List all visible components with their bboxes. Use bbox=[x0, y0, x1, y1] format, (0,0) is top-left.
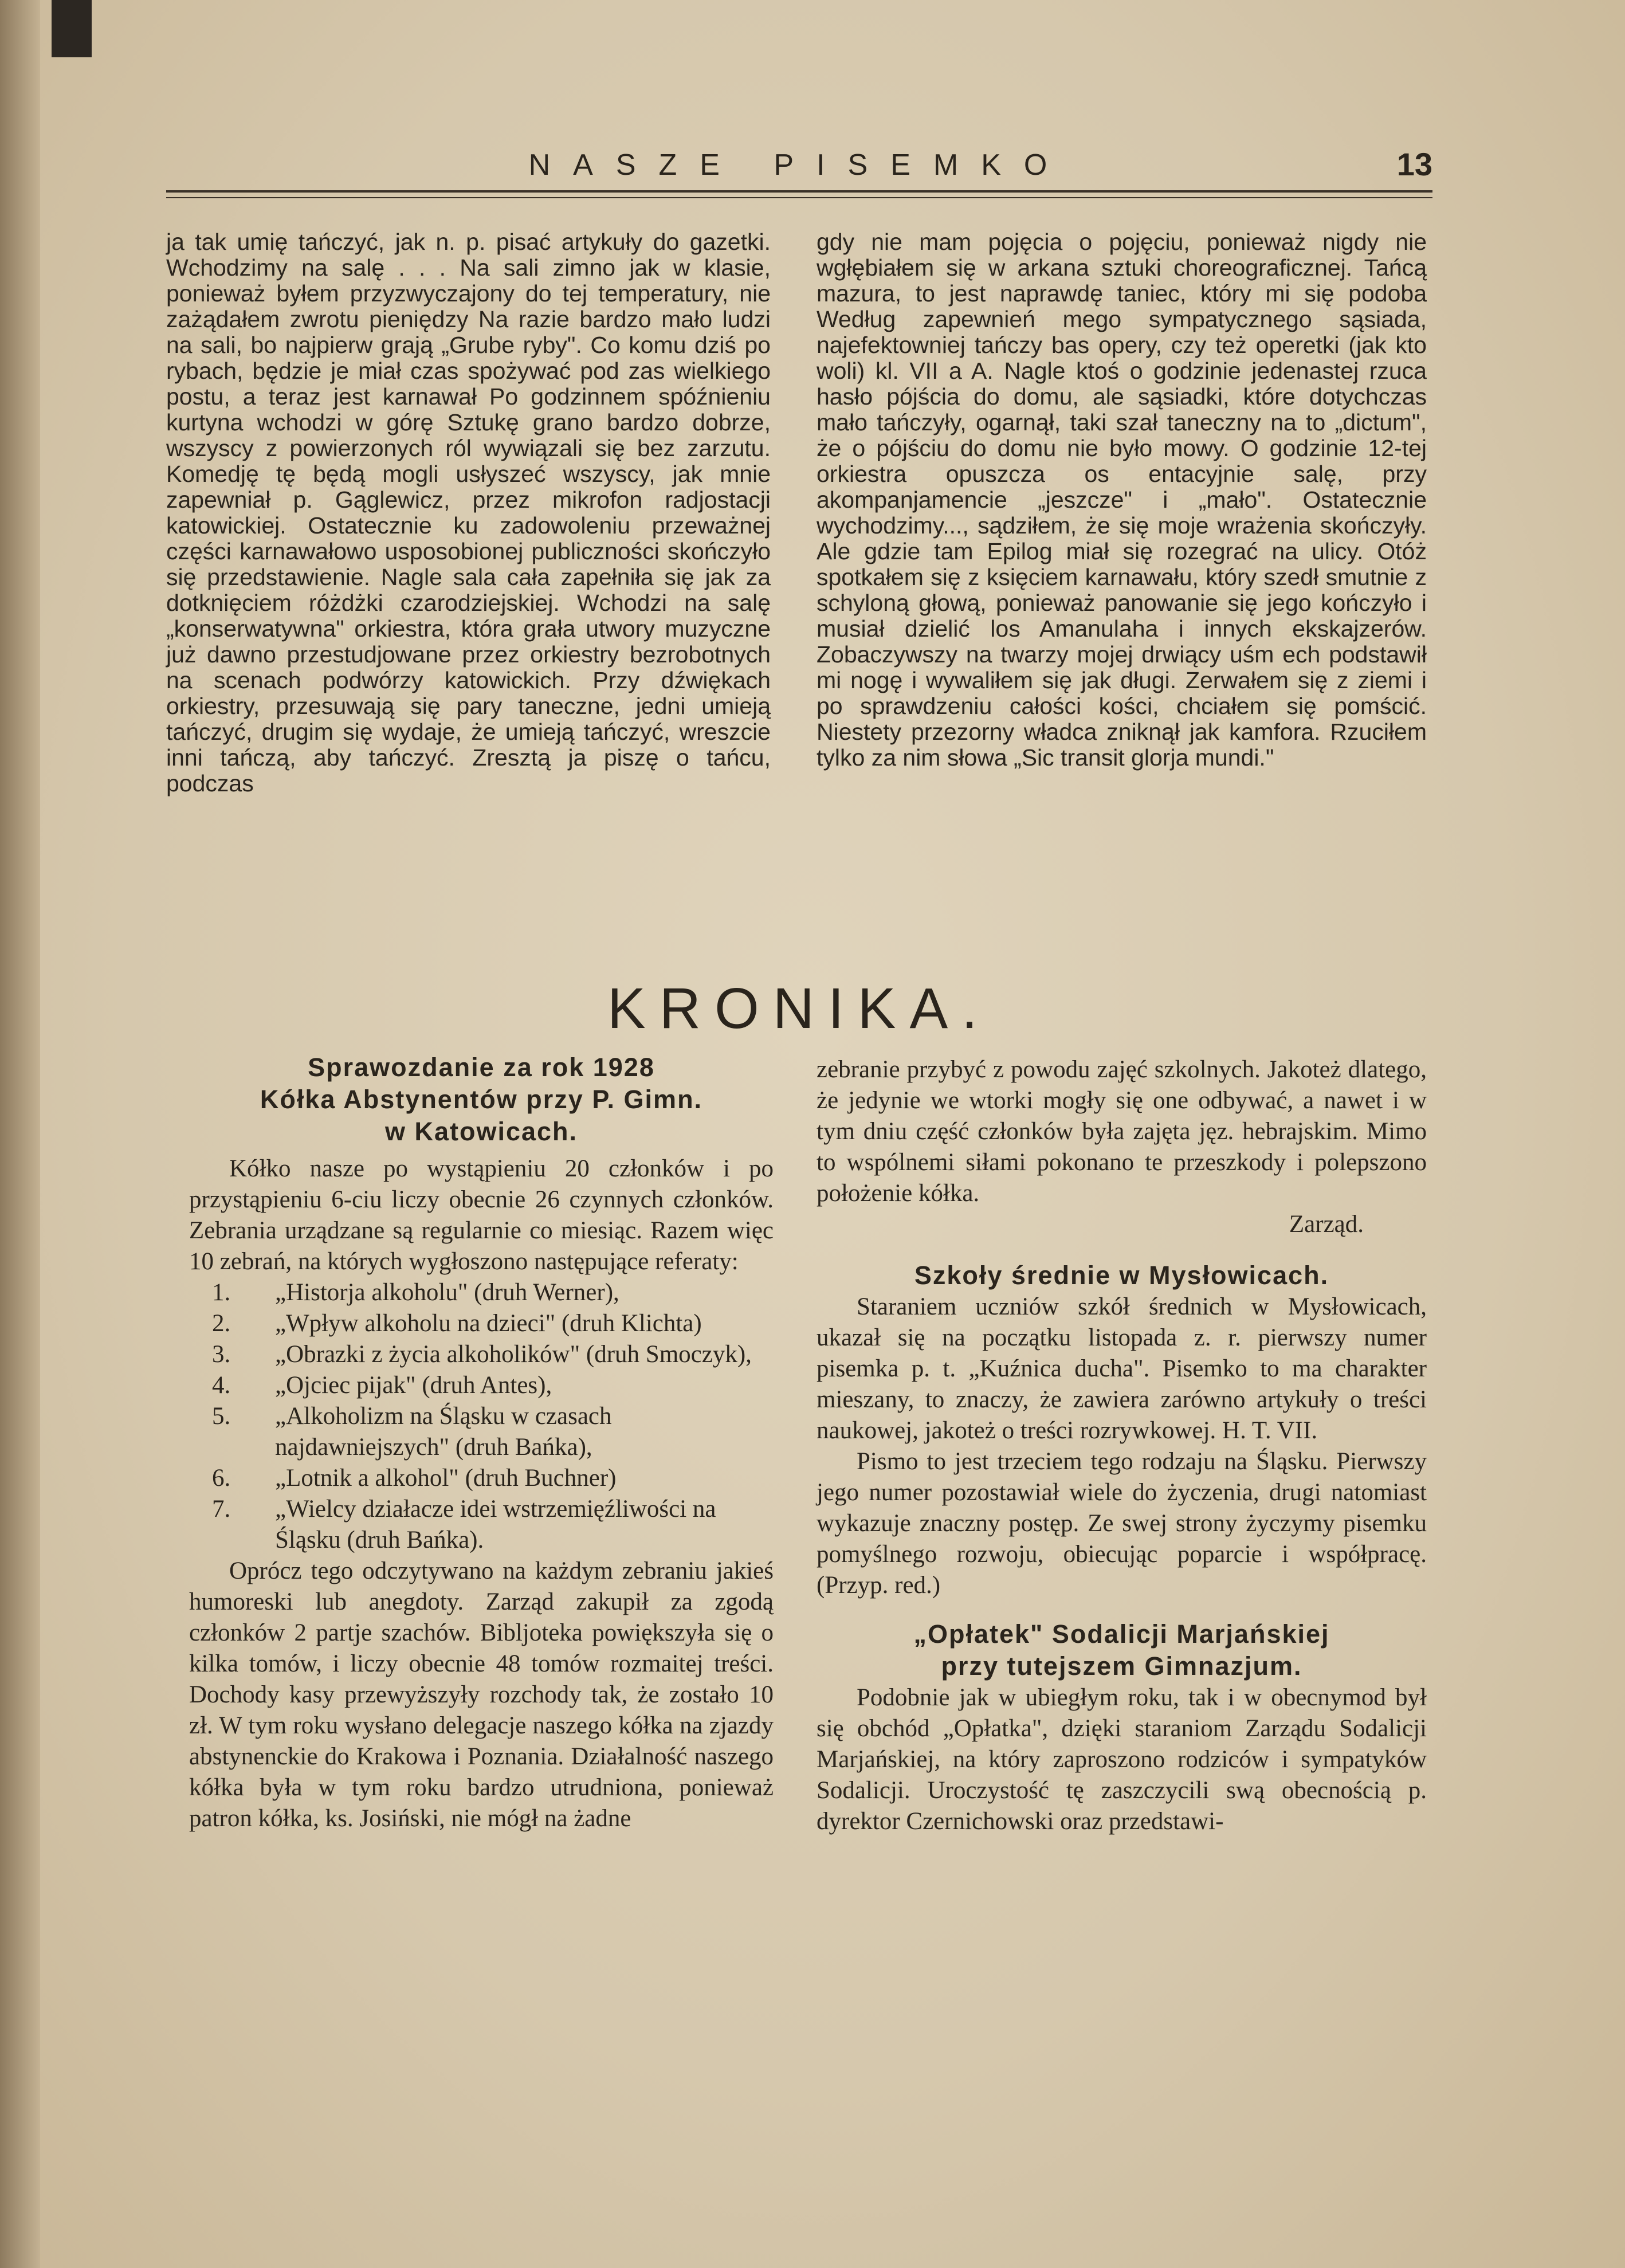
schools-paragraph: Staraniem uczniów szkół średnich w Mysłowicach, ukazał się na początku listopada z. r. pierwszy numer pisemka p. t. „Kuźnica ducha". Pisemko to ma charakter mieszany, to znaczy, że zawiera zarówno artykuły o treści naukowej, jakoteż o treści rozrywkowej. H. T. VII. bbox=[817, 1293, 1427, 1444]
kronika-right-column bbox=[817, 1054, 1427, 1837]
list-item: 7. „Wielcy działacze idei wstrzemięźliwości na Śląsku (druh Bańka). bbox=[212, 1496, 716, 1553]
article-continuation-left bbox=[166, 229, 771, 796]
oplatek-paragraph: Podobnie jak w ubiegłym roku, tak i w obecnymod był się obchód „Opłatka", dzięki staraniom Zarządu Sodalicji Marjańskiej, na który zaproszono rodziców i sympatyków Sodalicji. Uroczystość tę zaszczycili swą obecnością p. dyrektor Czernichowski oraz przedstawi- bbox=[817, 1684, 1427, 1835]
page-number: 13 bbox=[1396, 146, 1432, 182]
paragraph: ja tak umię tańczyć, jak n. p. pisać artykuły do gazetki. Wchodzimy na salę . . . Na sali zimno jak w klasie, ponieważ byłem przyzwyczajony do tej temperatury, nie zażądałem zwrotu pieniędzy Na razie bardzo mało ludzi na sali, bo najpierw grają „Grube ryby". Co komu dziś po rybach, będzie je miał czas spożywać pod zas wielkiego postu, a teraz jest karnawał Po godzinnem spóźnieniu kurtyna wchodzi w górę Sztukę grano bardzo dobrze, wszyscy z powierzonych ról wywiązali się bez zarzutu. Komedję tę będą mogli usłyszeć wszyscy, jak mnie zapewniał p. Gąglewicz, przez mikrofon radjostacji katowickiej. Ostatecznie ku zadowoleniu przeważnej części karnawałowo usposobionej publiczności skończyło się przedstawienie. Nagle sala cała zapełniła się jak za dotknięciem różdżki czarodziejskiej. Wchodzi na salę „konserwatywna" orkiestra, która grała utwory muzyczne już dawno przestudjowane przez orkiestry bezrobotnych na scenach podwórzy katowickich. Przy dźwiękach orkiestry, przesuwają się pary taneczne, jedni umieją tańczyć, drugim się wydaje, że umieją tańczyć, wreszcie inni tańczą, aby tańczyć. Zresztą ja piszę o tańcu, podczas bbox=[166, 229, 771, 796]
article-continuation-right bbox=[817, 229, 1427, 771]
report-heading: w Katowicach. bbox=[384, 1117, 578, 1146]
lecture-list bbox=[212, 1277, 774, 1556]
header-rule-thin bbox=[166, 197, 1432, 198]
list-item: 5. „Alkoholizm na Śląsku w czasach najdawniejszych" (druh Bańka), bbox=[212, 1403, 612, 1461]
report-intro: Kółko nasze po wystąpieniu 20 członków i po przystąpieniu 6-ciu liczy obecnie 26 czynnych członków. Zebrania urządzane są regularnie co miesiąc. Razem więc 10 zebrań, na których wygłoszono następujące referaty: bbox=[189, 1155, 774, 1275]
running-title: NASZE PISEMKO bbox=[528, 148, 1070, 182]
section-title: KRONIKA. bbox=[607, 976, 991, 1041]
binding-tab bbox=[52, 0, 92, 57]
header-rule bbox=[166, 190, 1432, 193]
schools-paragraph: Pismo to jest trzeciem tego rodzaju na Śląsku. Pierwszy jego numer pozostawiał wiele do życzenia, drugi natomiast wykazuje znaczny postęp. Ze swej strony życzymy pisemku pomyślnego rozwoju, obiecując poparcie i współpracę. (Przyp. red.) bbox=[817, 1448, 1427, 1599]
report-continued: zebranie przybyć z powodu zajęć szkolnych. Jakoteż dlatego, że jedynie we wtorki mogły się one odbywać, a nawet i w tym dniu część członków była zajęta jęz. hebrajskim. Mimo to wspólnemi siłami pokonano te przeszkody i polepszono położenie kółka. bbox=[817, 1056, 1427, 1207]
list-item: 1. „Historja alkoholu" (druh Werner), bbox=[212, 1279, 619, 1306]
running-header bbox=[166, 138, 1432, 195]
report-heading: Kółka Abstynentów przy P. Gimn. bbox=[260, 1085, 703, 1114]
report-heading: Sprawozdanie za rok 1928 bbox=[308, 1053, 655, 1082]
report-body: Oprócz tego odczytywano na każdym zebraniu jakieś humoreski lub anegdoty. Zarząd zakupił za zgodą członków 2 partje szachów. Bibljoteka powiększyła się o kilka tomów, i liczy obecnie 48 tomów rozmaitej treści. Dochody kasy przewyższyły rozchody tak, że zostało 10 zł. W tym roku wysłano delegacje naszego kółka na zjazdy abstynenckie do Krakowa i Poznania. Działalność naszego kółka była w tym roku bardzo utrudniona, ponieważ patron kółka, ks. Josiński, nie mógł na żadne bbox=[189, 1557, 774, 1832]
list-item: 2. „Wpływ alkoholu na dzieci" (druh Klichta) bbox=[212, 1310, 702, 1337]
report-signature: Zarząd. bbox=[1289, 1211, 1364, 1238]
oplatek-heading: przy tutejszem Gimnazjum. bbox=[941, 1651, 1302, 1681]
schools-heading: Szkoły średnie w Mysłowicach. bbox=[914, 1261, 1329, 1290]
oplatek-heading: „Opłatek" Sodalicji Marjańskiej bbox=[913, 1619, 1330, 1649]
binding-edge bbox=[0, 0, 40, 2268]
list-item: 6. „Lotnik a alkohol" (druh Buchner) bbox=[212, 1465, 617, 1492]
paragraph: gdy nie mam pojęcia o pojęciu, ponieważ nigdy nie wgłębiałem się w arkana sztuki choreograficznej. Tańcą mazura, to jest naprawdę taniec, który mi się podoba Według zapewnień mego sympatycznego sąsiada, najefektowniej tańczy bas opery, czy też operetki (jak kto woli) kl. VII a A. Nagle ktoś o godzinie jedenastej rzuca hasło pójścia do domu, ale sąsiadki, które dotychczas mało tańczyły, ogarnął, taki szał taneczny na to „dictum", że o pójściu do domu nie było mowy. O godzinie 12-tej orkiestra opuszcza os entacyjnie salę, przy akompanjamencie „jeszcze" i „mało". Ostatecznie wychodzimy..., sądziłem, że się moje wrażenia skończyły. Ale gdzie tam Epilog miał się rozegrać na ulicy. Otóż spotkałem się z księciem karnawału, który szedł smutnie z schyloną głową, ponieważ panowanie się jego kończyło i musiał dzielić los Amanulaha i innych ekskajzerów. Zobaczywszy na twarzy mojej drwiący uśm ech podstawił mi nogę i wywaliłem się jak długi. Zerwałem się z ziemi i po sprawdzeniu całości kości, chciałem się pomścić. Niestety przezorny władca zniknął jak kamfora. Rzuciłem tylko za nim słowa „Sic transit glorja mundi." bbox=[817, 229, 1427, 771]
report-column bbox=[189, 1051, 774, 1834]
list-item: 4. „Ojciec pijak" (druh Antes), bbox=[212, 1372, 552, 1399]
list-item: 3. „Obrazki z życia alkoholików" (druh Smoczyk), bbox=[212, 1341, 752, 1368]
